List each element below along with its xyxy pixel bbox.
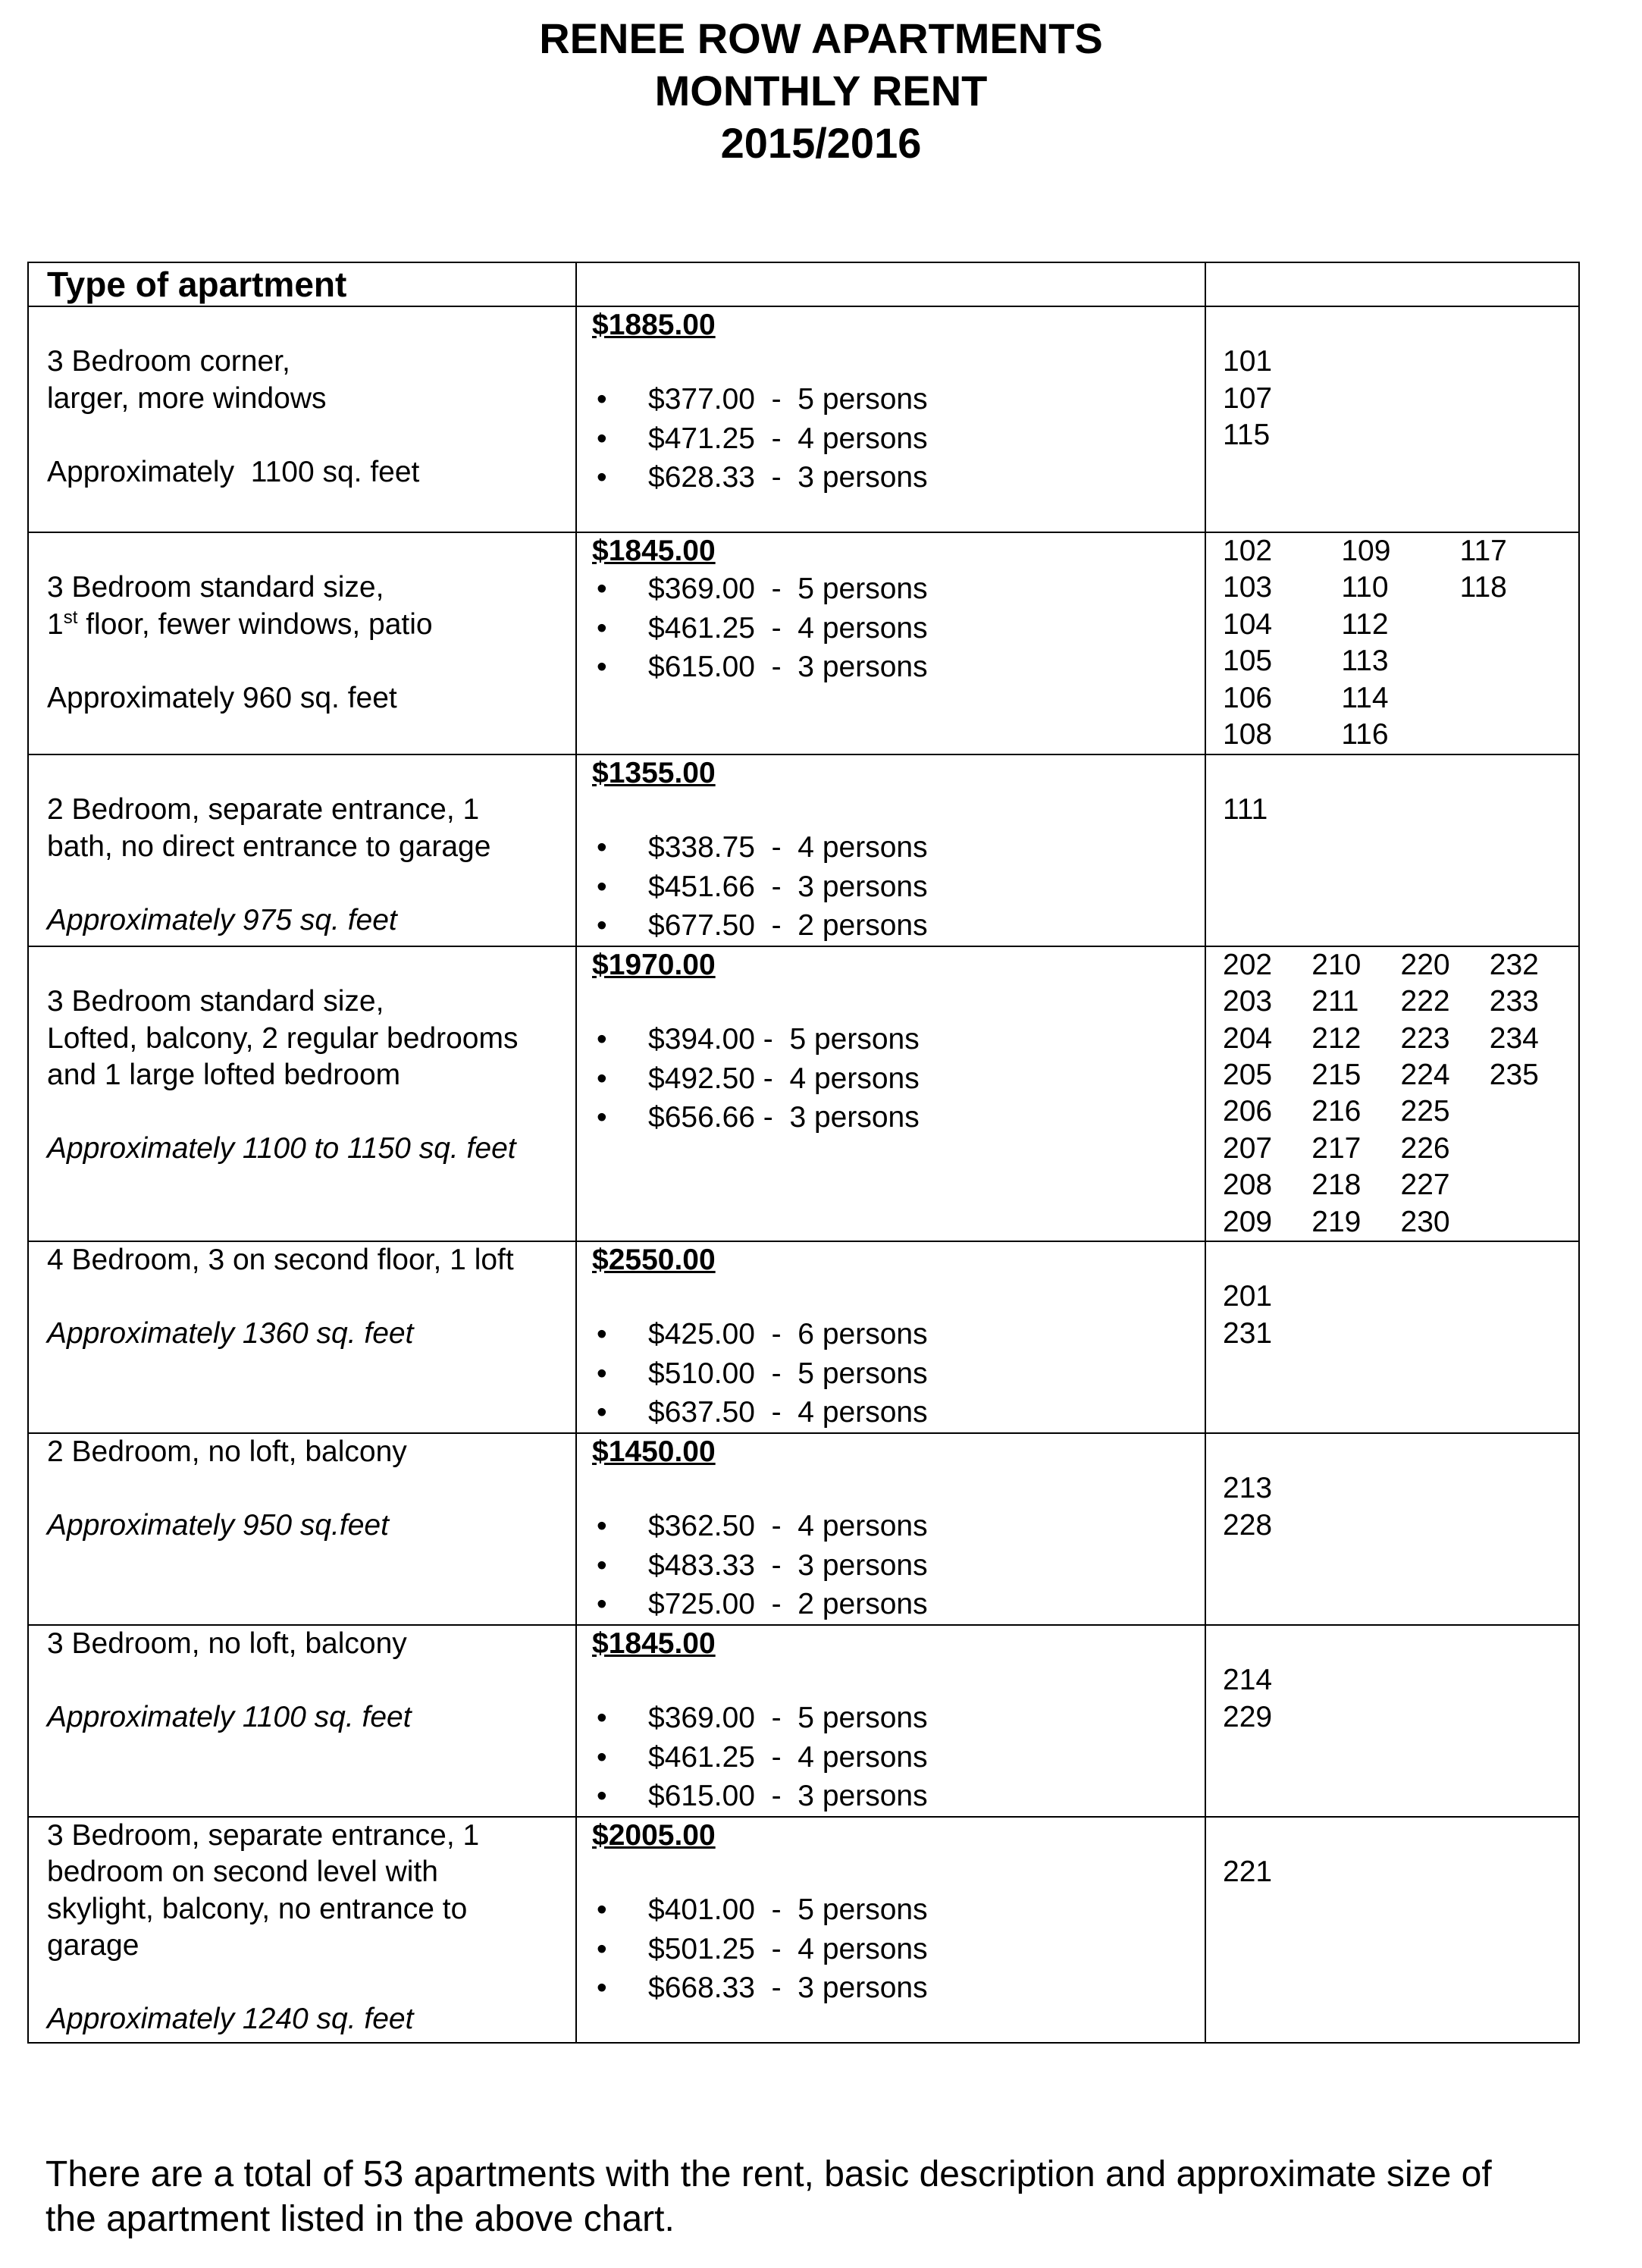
description-line: skylight, balcony, no entrance to [47, 1892, 468, 1925]
per-person-rent-item: • $338.75 - 4 persons [592, 828, 1205, 867]
unit-number: 206 [1223, 1095, 1273, 1128]
unit-number: 225 [1400, 1095, 1450, 1128]
per-person-rent-list [592, 1315, 1205, 1432]
unit-number: 109 [1341, 535, 1391, 567]
unit-number: 202 [1223, 948, 1273, 981]
unit-number: 211 [1311, 985, 1359, 1018]
apartment-description [28, 1433, 576, 1625]
table-header-row [28, 262, 1579, 306]
unit-number: 231 [1223, 1316, 1273, 1350]
table-row [28, 946, 1579, 1241]
unit-number: 106 [1223, 681, 1273, 714]
unit-number: 216 [1311, 1095, 1362, 1128]
per-person-rent-item: • $510.00 - 5 persons [592, 1354, 1205, 1394]
per-person-rent-item: • $394.00 - 5 persons [592, 1020, 1205, 1059]
per-person-rent-item: • $451.66 - 3 persons [592, 867, 1205, 907]
per-person-rent-item: • $362.50 - 4 persons [592, 1507, 1205, 1546]
unit-number: 116 [1341, 717, 1389, 751]
unit-number: 210 [1311, 948, 1362, 981]
per-person-rent-item: • $471.25 - 4 persons [592, 419, 1205, 459]
description-line: 3 Bedroom, separate entrance, 1 [47, 1818, 480, 1852]
unit-number: 118 [1459, 571, 1507, 604]
unit-number: 228 [1223, 1508, 1273, 1542]
apartment-description [28, 946, 576, 1241]
unit-numbers [1205, 1817, 1579, 2043]
per-person-rent-list [592, 1020, 1205, 1137]
unit-number: 222 [1400, 985, 1450, 1018]
unit-number: 107 [1223, 381, 1273, 415]
unit-number: 103 [1223, 571, 1273, 604]
apartment-description [28, 1625, 576, 1817]
table-row [28, 532, 1579, 754]
rent-cell [576, 532, 1205, 754]
table-row [28, 1241, 1579, 1433]
monthly-rent-total: $2005.00 [592, 1818, 716, 1852]
unit-number: 214 [1223, 1664, 1273, 1697]
unit-number: 101 [1223, 345, 1273, 378]
monthly-rent-total: $1450.00 [592, 1435, 716, 1468]
unit-number: 232 [1489, 948, 1539, 981]
per-person-rent-list [592, 1890, 1205, 2008]
unit-number: 217 [1311, 1131, 1362, 1165]
unit-numbers [1205, 1433, 1579, 1625]
monthly-rent-total: $2550.00 [592, 1244, 716, 1277]
unit-number: 230 [1400, 1205, 1450, 1238]
per-person-rent-item: • $425.00 - 6 persons [592, 1315, 1205, 1354]
unit-number: 226 [1400, 1131, 1450, 1165]
header-rent [576, 262, 1205, 306]
per-person-rent-item: • $377.00 - 5 persons [592, 380, 1205, 419]
unit-numbers [1205, 946, 1579, 1241]
per-person-rent-list [592, 828, 1205, 946]
unit-number: 219 [1311, 1205, 1362, 1238]
description-line [47, 607, 575, 643]
monthly-rent-total: $1970.00 [592, 948, 716, 981]
unit-number: 235 [1489, 1059, 1539, 1092]
per-person-rent-item: • $677.50 - 2 persons [592, 906, 1205, 946]
unit-number: 110 [1341, 571, 1389, 604]
per-person-rent-item: • $369.00 - 5 persons [592, 1699, 1205, 1738]
apartment-description [28, 1817, 576, 2043]
unit-number: 229 [1223, 1700, 1273, 1733]
description-line: and 1 large lofted bedroom [47, 1059, 401, 1092]
header-units [1205, 262, 1579, 306]
per-person-rent-item: • $668.33 - 3 persons [592, 1968, 1205, 2008]
approximate-size: Approximately 1360 sq. feet [47, 1316, 414, 1350]
description-line: 3 Bedroom, no loft, balcony [47, 1626, 407, 1660]
per-person-rent-item: • $615.00 - 3 persons [592, 1777, 1205, 1816]
unit-number: 111 [1223, 793, 1268, 827]
apartment-description [28, 754, 576, 946]
description-text: floor, fewer windows, patio [86, 607, 433, 641]
table-row [28, 754, 1579, 946]
monthly-rent-total: $1845.00 [592, 535, 716, 567]
unit-number: 201 [1223, 1280, 1273, 1313]
description-line: 3 Bedroom standard size, [47, 571, 384, 604]
footer-line-2: the apartment listed in the above chart. [45, 2199, 675, 2239]
table-row [28, 306, 1579, 532]
unit-number: 112 [1341, 607, 1389, 641]
monthly-rent-total: $1355.00 [592, 757, 716, 789]
footer-note [45, 2152, 1622, 2241]
per-person-rent-item: • $656.66 - 3 persons [592, 1098, 1205, 1137]
rent-cell [576, 306, 1205, 532]
unit-number: 221 [1223, 1855, 1273, 1889]
per-person-rent-list [592, 569, 1205, 687]
per-person-rent-item: • $461.25 - 4 persons [592, 609, 1205, 648]
unit-number: 213 [1223, 1472, 1273, 1505]
unit-number: 113 [1341, 645, 1389, 678]
unit-numbers [1205, 532, 1579, 754]
monthly-rent-total: $1885.00 [592, 309, 716, 341]
unit-number: 205 [1223, 1059, 1273, 1092]
unit-number: 203 [1223, 985, 1273, 1018]
per-person-rent-item: • $401.00 - 5 persons [592, 1890, 1205, 1930]
approximate-size: Approximately 1100 sq. feet [47, 1700, 412, 1733]
description-line: 2 Bedroom, separate entrance, 1 [47, 793, 480, 827]
document-title [0, 12, 1642, 169]
per-person-rent-item: • $628.33 - 3 persons [592, 458, 1205, 497]
header-type-of-apartment: Type of apartment [28, 262, 576, 306]
description-line: 4 Bedroom, 3 on second floor, 1 loft [47, 1244, 514, 1277]
per-person-rent-list [592, 380, 1205, 497]
unit-number: 204 [1223, 1021, 1273, 1055]
description-line: 2 Bedroom, no loft, balcony [47, 1435, 407, 1468]
unit-numbers [1205, 754, 1579, 946]
unit-number: 209 [1223, 1205, 1273, 1238]
ordinal-suffix: st [63, 607, 78, 628]
per-person-rent-item: • $725.00 - 2 persons [592, 1585, 1205, 1624]
unit-number: 215 [1311, 1059, 1362, 1092]
rent-cell [576, 1817, 1205, 2043]
per-person-rent-item: • $615.00 - 3 persons [592, 648, 1205, 687]
approximate-size: Approximately 960 sq. feet [47, 681, 397, 714]
unit-number: 218 [1311, 1169, 1362, 1202]
unit-number: 207 [1223, 1131, 1273, 1165]
title-line-3: 2015/2016 [720, 119, 922, 167]
unit-number: 117 [1459, 535, 1507, 567]
unit-number: 114 [1341, 681, 1389, 714]
unit-number: 220 [1400, 948, 1450, 981]
apartment-description [28, 306, 576, 532]
approximate-size: Approximately 975 sq. feet [47, 903, 397, 936]
unit-number: 102 [1223, 535, 1273, 567]
rent-cell [576, 754, 1205, 946]
unit-number: 115 [1223, 419, 1271, 452]
rent-cell [576, 946, 1205, 1241]
apartment-description [28, 1241, 576, 1433]
approximate-size: Approximately 950 sq.feet [47, 1508, 389, 1542]
per-person-rent-list [592, 1699, 1205, 1816]
unit-number: 227 [1400, 1169, 1450, 1202]
description-line: larger, more windows [47, 381, 327, 415]
per-person-rent-item: • $369.00 - 5 persons [592, 569, 1205, 609]
title-line-1: RENEE ROW APARTMENTS [539, 14, 1103, 62]
floor-number: 1 [47, 607, 64, 641]
unit-number: 234 [1489, 1021, 1539, 1055]
table-row [28, 1625, 1579, 1817]
description-line: Lofted, balcony, 2 regular bedrooms [47, 1021, 519, 1055]
per-person-rent-item: • $461.25 - 4 persons [592, 1738, 1205, 1777]
unit-number: 223 [1400, 1021, 1450, 1055]
unit-number: 104 [1223, 607, 1273, 641]
monthly-rent-total: $1845.00 [592, 1626, 716, 1660]
description-line: bath, no direct entrance to garage [47, 830, 491, 863]
unit-numbers [1205, 306, 1579, 532]
unit-numbers [1205, 1625, 1579, 1817]
approximate-size: Approximately 1100 to 1150 sq. feet [47, 1131, 516, 1165]
description-line: garage [47, 1928, 139, 1962]
table-row [28, 1817, 1579, 2043]
approximate-size: Approximately 1100 sq. feet [47, 455, 420, 488]
description-line: 3 Bedroom corner, [47, 345, 290, 378]
per-person-rent-item: • $483.33 - 3 persons [592, 1546, 1205, 1586]
table-row [28, 1433, 1579, 1625]
unit-number: 212 [1311, 1021, 1362, 1055]
rent-cell [576, 1625, 1205, 1817]
footer-line-1: There are a total of 53 apartments with the rent, basic description and approximate size of [45, 2154, 1492, 2194]
per-person-rent-item: • $501.25 - 4 persons [592, 1930, 1205, 1969]
rent-table [27, 262, 1580, 2044]
per-person-rent-item: • $492.50 - 4 persons [592, 1059, 1205, 1099]
per-person-rent-item: • $637.50 - 4 persons [592, 1393, 1205, 1432]
unit-number: 108 [1223, 717, 1273, 751]
description-line: 3 Bedroom standard size, [47, 985, 384, 1018]
description-line: bedroom on second level with [47, 1855, 438, 1889]
unit-numbers [1205, 1241, 1579, 1433]
unit-number: 224 [1400, 1059, 1450, 1092]
rent-cell [576, 1433, 1205, 1625]
title-line-2: MONTHLY RENT [654, 67, 988, 114]
per-person-rent-list [592, 1507, 1205, 1624]
unit-number: 233 [1489, 985, 1539, 1018]
approximate-size: Approximately 1240 sq. feet [47, 2002, 414, 2035]
unit-number: 105 [1223, 645, 1273, 678]
apartment-description [28, 532, 576, 754]
unit-number: 208 [1223, 1169, 1273, 1202]
rent-cell [576, 1241, 1205, 1433]
